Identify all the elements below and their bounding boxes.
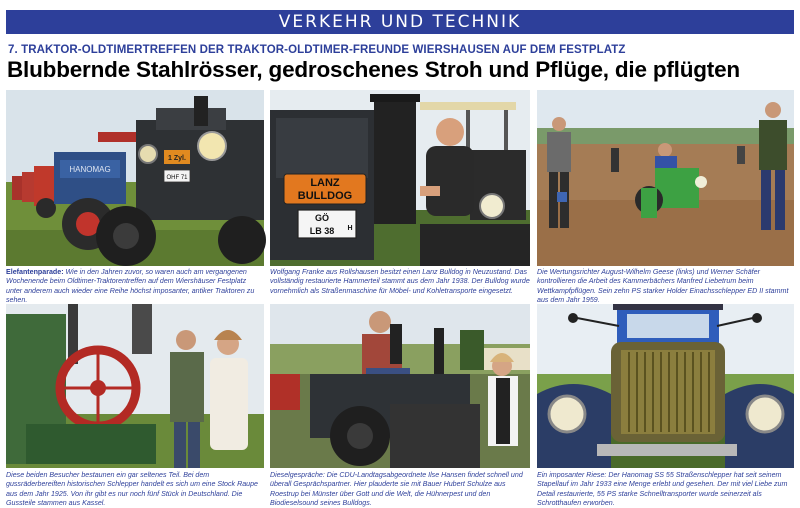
caption-text: Die Wertungsrichter August-Wilhelm Geese (links) und Werner Schäfer kontrollieren die Arbeit des Kammerbächers Manfred Liebetrum beim Wettkampfpflügen. Sein zehn PS starker Holder Einachsschlepper ED II stammt aus dem Jahr 1959. [537,268,789,304]
tractor-sign: 1 Zyl. [168,155,186,162]
photo-hanomag-ss55 [537,304,794,468]
photo-ploughing [537,90,794,266]
lanz-sign-line2: BULLDOG [297,190,353,202]
photo-caption [537,268,794,304]
photo-caption [6,471,264,507]
photo-caption [537,471,794,507]
caption-lead: Elefantenparade: [6,268,64,276]
photo-caption [270,268,532,298]
caption-text: Wie in den Jahren zuvor, so waren auch am vergangenen Wochenende beim Oldtimer-Traktorentreffen auf dem Wiershäuser Festplatz unter anderem auch wieder eine Reihe höchst imposanter, antiker Traktoren zu sehen. [6,268,255,304]
plate-line2: LB 38 [309,226,335,236]
photo-caption [270,471,532,507]
section-banner [6,10,794,34]
lanz-sign-line1: LANZ [310,177,340,189]
caption-text: Wolfgang Franke aus Rollshausen besitzt einen Lanz Bulldog in Neuzustand. Das vollständig restaurierte Hammerteil stammt aus dem Jahr 1938. Der Bulldog wurde vornehmlich als Straßenmaschine für Möbel- und Kohletransporte eingesetzt. [270,268,530,295]
photo-tractor-parade [6,90,264,266]
article-kicker: 7. TRAKTOR-OLDTIMERTREFFEN DER TRAKTOR-OLDTIMER-FREUNDE WIERSHAUSEN AUF DEM FESTPLATZ [8,44,626,56]
photo-diesel-talks [270,304,530,468]
plate-suffix: H [347,225,353,232]
caption-text: Ein imposanter Riese: Der Hanomag SS 55 Straßenschlepper hat seit seinem Stapellauf im Jahr 1933 eine Menge erlebt und gesehen. Der mit viel Liebe zum Detail restaurierte, 55 PS starke Schnelltransporter wurde seinerzeit als Schrotthaufen erworben. [537,471,788,507]
license-plate: OHF 71 [166,175,188,181]
photo-caption [6,268,264,304]
photo-stock-raupe [6,304,264,468]
plate-line1: GÖ [314,213,330,223]
photo-lanz-bulldog [270,90,530,266]
caption-text: Dieselgespräche: Die CDU-Landtagsabgeordnete Ilse Hansen findet schnell und überall Gesprächspartner. Hier plauderte sie mit Bauer Hubert Schulze aus Roestrup bei Münster über Gott und die Welt, die Hühnerpest und den Biodieselsound seines Bulldogs. [270,471,523,507]
section-title: VERKEHR UND TECHNIK [278,12,522,32]
article-headline: Blubbernde Stahlrösser, gedroschenes Stroh und Pflüge, die pflügten [7,57,740,82]
caption-text: Diese beiden Besucher bestaunen ein gar seltenes Teil. Bei dem gussräderbereiften historischen Schlepper handelt es sich um eine Stock Raupe aus dem Jahr 1925. Von ihr gibt es nur noch fünf Stück in Deutschland. Die Gussteile stammen aus Kassel. [6,471,258,507]
hood-label: HANOMAG [69,165,111,174]
